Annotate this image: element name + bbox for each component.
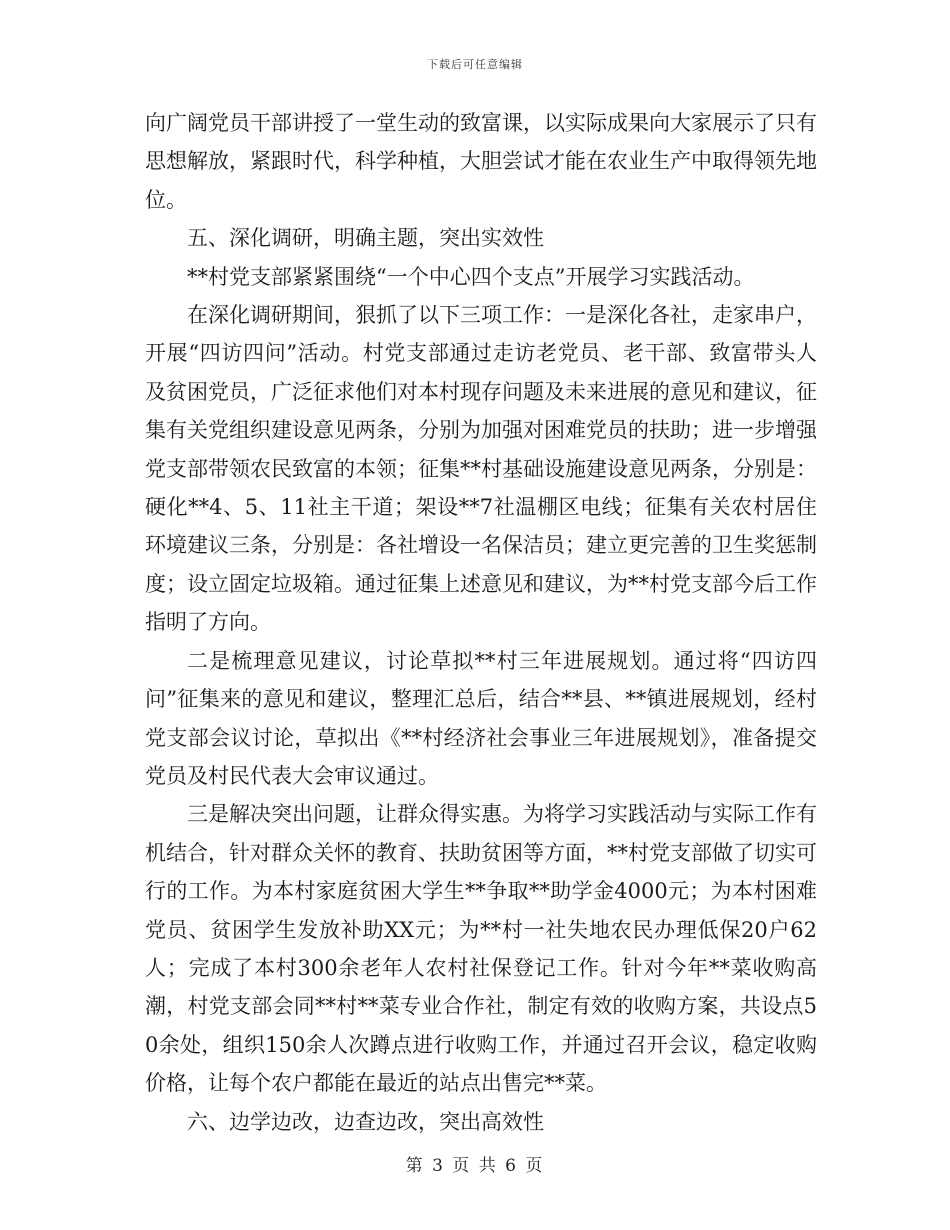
section-heading-5: 五、深化调研，明确主题，突出实效性	[187, 226, 544, 251]
paragraph-2: **村党支部紧紧围绕“一个中心四个支点”开展学习实践活动。	[187, 264, 755, 289]
paragraph-5: 三是解决突出问题，让群众得实惠。为将学习实践活动与实际工作有机结合，针对群众关怀的教育、扶助贫困等方面，**村党支部做了切实可行的工作。为本村家庭贫困大学生**争取**助学金4000元；为本村困难党员、贫困学生发放补助XX元；为**村一社失地农民办理低保20户62人；完成了本村300余老年人农村社保登记工作。针对今年**菜收购高潮，村党支部会同**村**菜专业合作社，制定有效的收购方案，共设点50余处，组织150余人次蹲点进行收购工作，并通过召开会议，稳定收购价格，让每个农户都能在最近的站点出售完**菜。	[145, 802, 817, 1096]
section-heading-6: 六、边学边改，边查边改，突出高效性	[187, 1109, 544, 1134]
paragraph-1: 向广阔党员干部讲授了一堂生动的致富课，以实际成果向大家展示了只有思想解放，紧跟时代，科学种植，大胆尝试才能在农业生产中取得领先地位。	[145, 111, 817, 212]
paragraph-3: 在深化调研期间，狠抓了以下三项工作：一是深化各社，走家串户，开展“四访四问”活动。村党支部通过走访老党员、老干部、致富带头人及贫困党员，广泛征求他们对本村现存问题及未来进展的意见和建议，征集有关党组织建设意见两条，分别为加强对困难党员的扶助；进一步增强党支部带领农民致富的本领；征集**村基础设施建设意见两条，分别是：硬化**4、5、11社主干道；架设**7社温棚区电线；征集有关农村居住环境建议三条，分别是：各社增设一名保洁员；建立更完善的卫生奖惩制度；设立固定垃圾箱。通过征集上述意见和建议，为**村党支部今后工作指明了方向。	[145, 303, 817, 635]
page-number: 第 3 页 共 6 页	[405, 1156, 545, 1176]
paragraph-4: 二是梳理意见建议，讨论草拟**村三年进展规划。通过将“四访四问”征集来的意见和建议，整理汇总后，结合**县、**镇进展规划，经村党支部会议讨论，草拟出《**村经济社会事业三年进展规划》，准备提交党员及村民代表大会审议通过。	[145, 648, 817, 788]
page-header: 下载后可任意编辑	[427, 58, 523, 71]
document-body	[145, 104, 817, 1141]
